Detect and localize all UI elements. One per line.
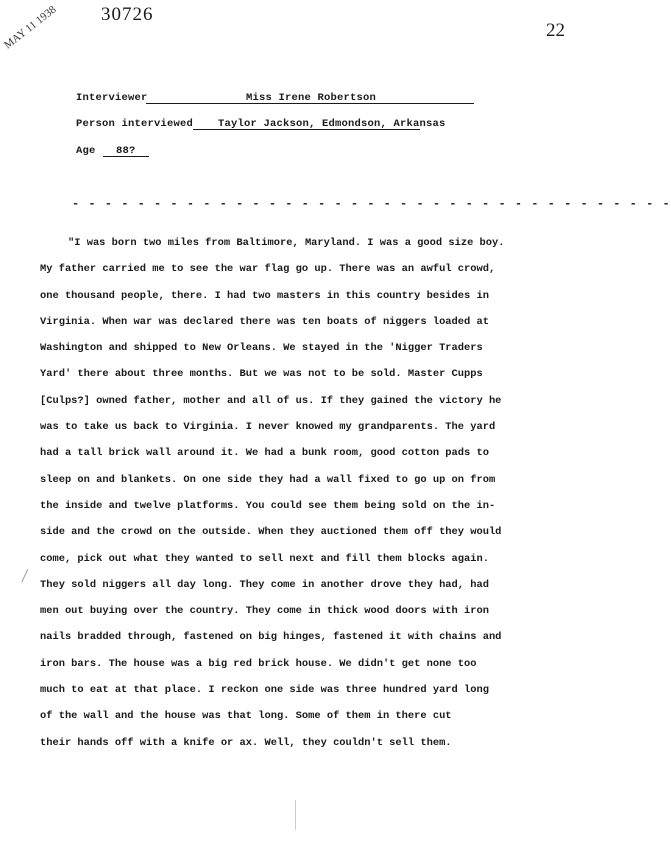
interview-body bbox=[40, 230, 590, 756]
age-value: 88? bbox=[116, 145, 136, 157]
body-line: Virginia. When war was declared there was ten boats of niggers loaded at bbox=[40, 315, 489, 328]
bottom-pencil-mark bbox=[295, 800, 296, 830]
page-number: 22 bbox=[546, 20, 565, 41]
interviewer-value: Miss Irene Robertson bbox=[246, 92, 377, 104]
body-line: come, pick out what they wanted to sell next and fill them blocks again. bbox=[40, 552, 489, 565]
body-line: had a tall brick wall around it. We had a bunk room, good cotton pads to bbox=[40, 447, 489, 460]
body-line: iron bars. The house was a big red brick house. We didn't get none too bbox=[40, 657, 477, 670]
body-line: They sold niggers all day long. They come in another drove they had, had bbox=[40, 578, 489, 591]
body-line: men out buying over the country. They come in thick wood doors with iron bbox=[40, 605, 489, 618]
body-line: of the wall and the house was that long. Some of them in there cut bbox=[40, 710, 452, 723]
body-line: My father carried me to see the war flag go up. There was an awful crowd, bbox=[40, 263, 496, 276]
interviewer-label: Interviewer bbox=[76, 92, 148, 104]
person-label: Person interviewed bbox=[76, 118, 194, 130]
body-line: nails bradded through, fastened on big hinges, fastened it with chains and bbox=[40, 631, 502, 644]
body-line: their hands off with a knife or ax. Well, they couldn't sell them. bbox=[40, 736, 452, 749]
body-line: Yard' there about three months. But we was not to be sold. Master Cupps bbox=[40, 368, 483, 381]
body-line: one thousand people, there. I had two masters in this country besides in bbox=[40, 289, 489, 302]
body-line: [Culps?] owned father, mother and all of us. If they gained the victory he bbox=[40, 394, 502, 407]
body-line: side and the crowd on the outside. When they auctioned them off they would bbox=[40, 526, 502, 539]
body-line: sleep on and blankets. On one side they had a wall fixed to go up on from bbox=[40, 473, 496, 486]
separator-dashes: - - - - - - - - - - - - - - - - - - - - - - - - - - - - - - - - - - - - - bbox=[72, 197, 671, 211]
archive-number-stamp: 30726 bbox=[101, 4, 154, 25]
body-line: much to eat at that place. I reckon one side was three hundred yard long bbox=[40, 684, 489, 697]
body-line: "I was born two miles from Baltimore, Maryland. I was a good size boy. bbox=[68, 237, 505, 249]
body-line: was to take us back to Virginia. I never knowed my grandparents. The yard bbox=[40, 421, 496, 434]
margin-pencil-mark bbox=[21, 569, 33, 585]
age-label: Age bbox=[76, 145, 96, 157]
person-value: Taylor Jackson, Edmondson, Arkansas bbox=[218, 118, 446, 130]
body-line: Washington and shipped to New Orleans. We stayed in the 'Nigger Traders bbox=[40, 342, 483, 355]
body-line: the inside and twelve platforms. You could see them being sold on the in- bbox=[40, 499, 496, 512]
date-received-stamp: MAY 11 1938 bbox=[2, 3, 59, 52]
